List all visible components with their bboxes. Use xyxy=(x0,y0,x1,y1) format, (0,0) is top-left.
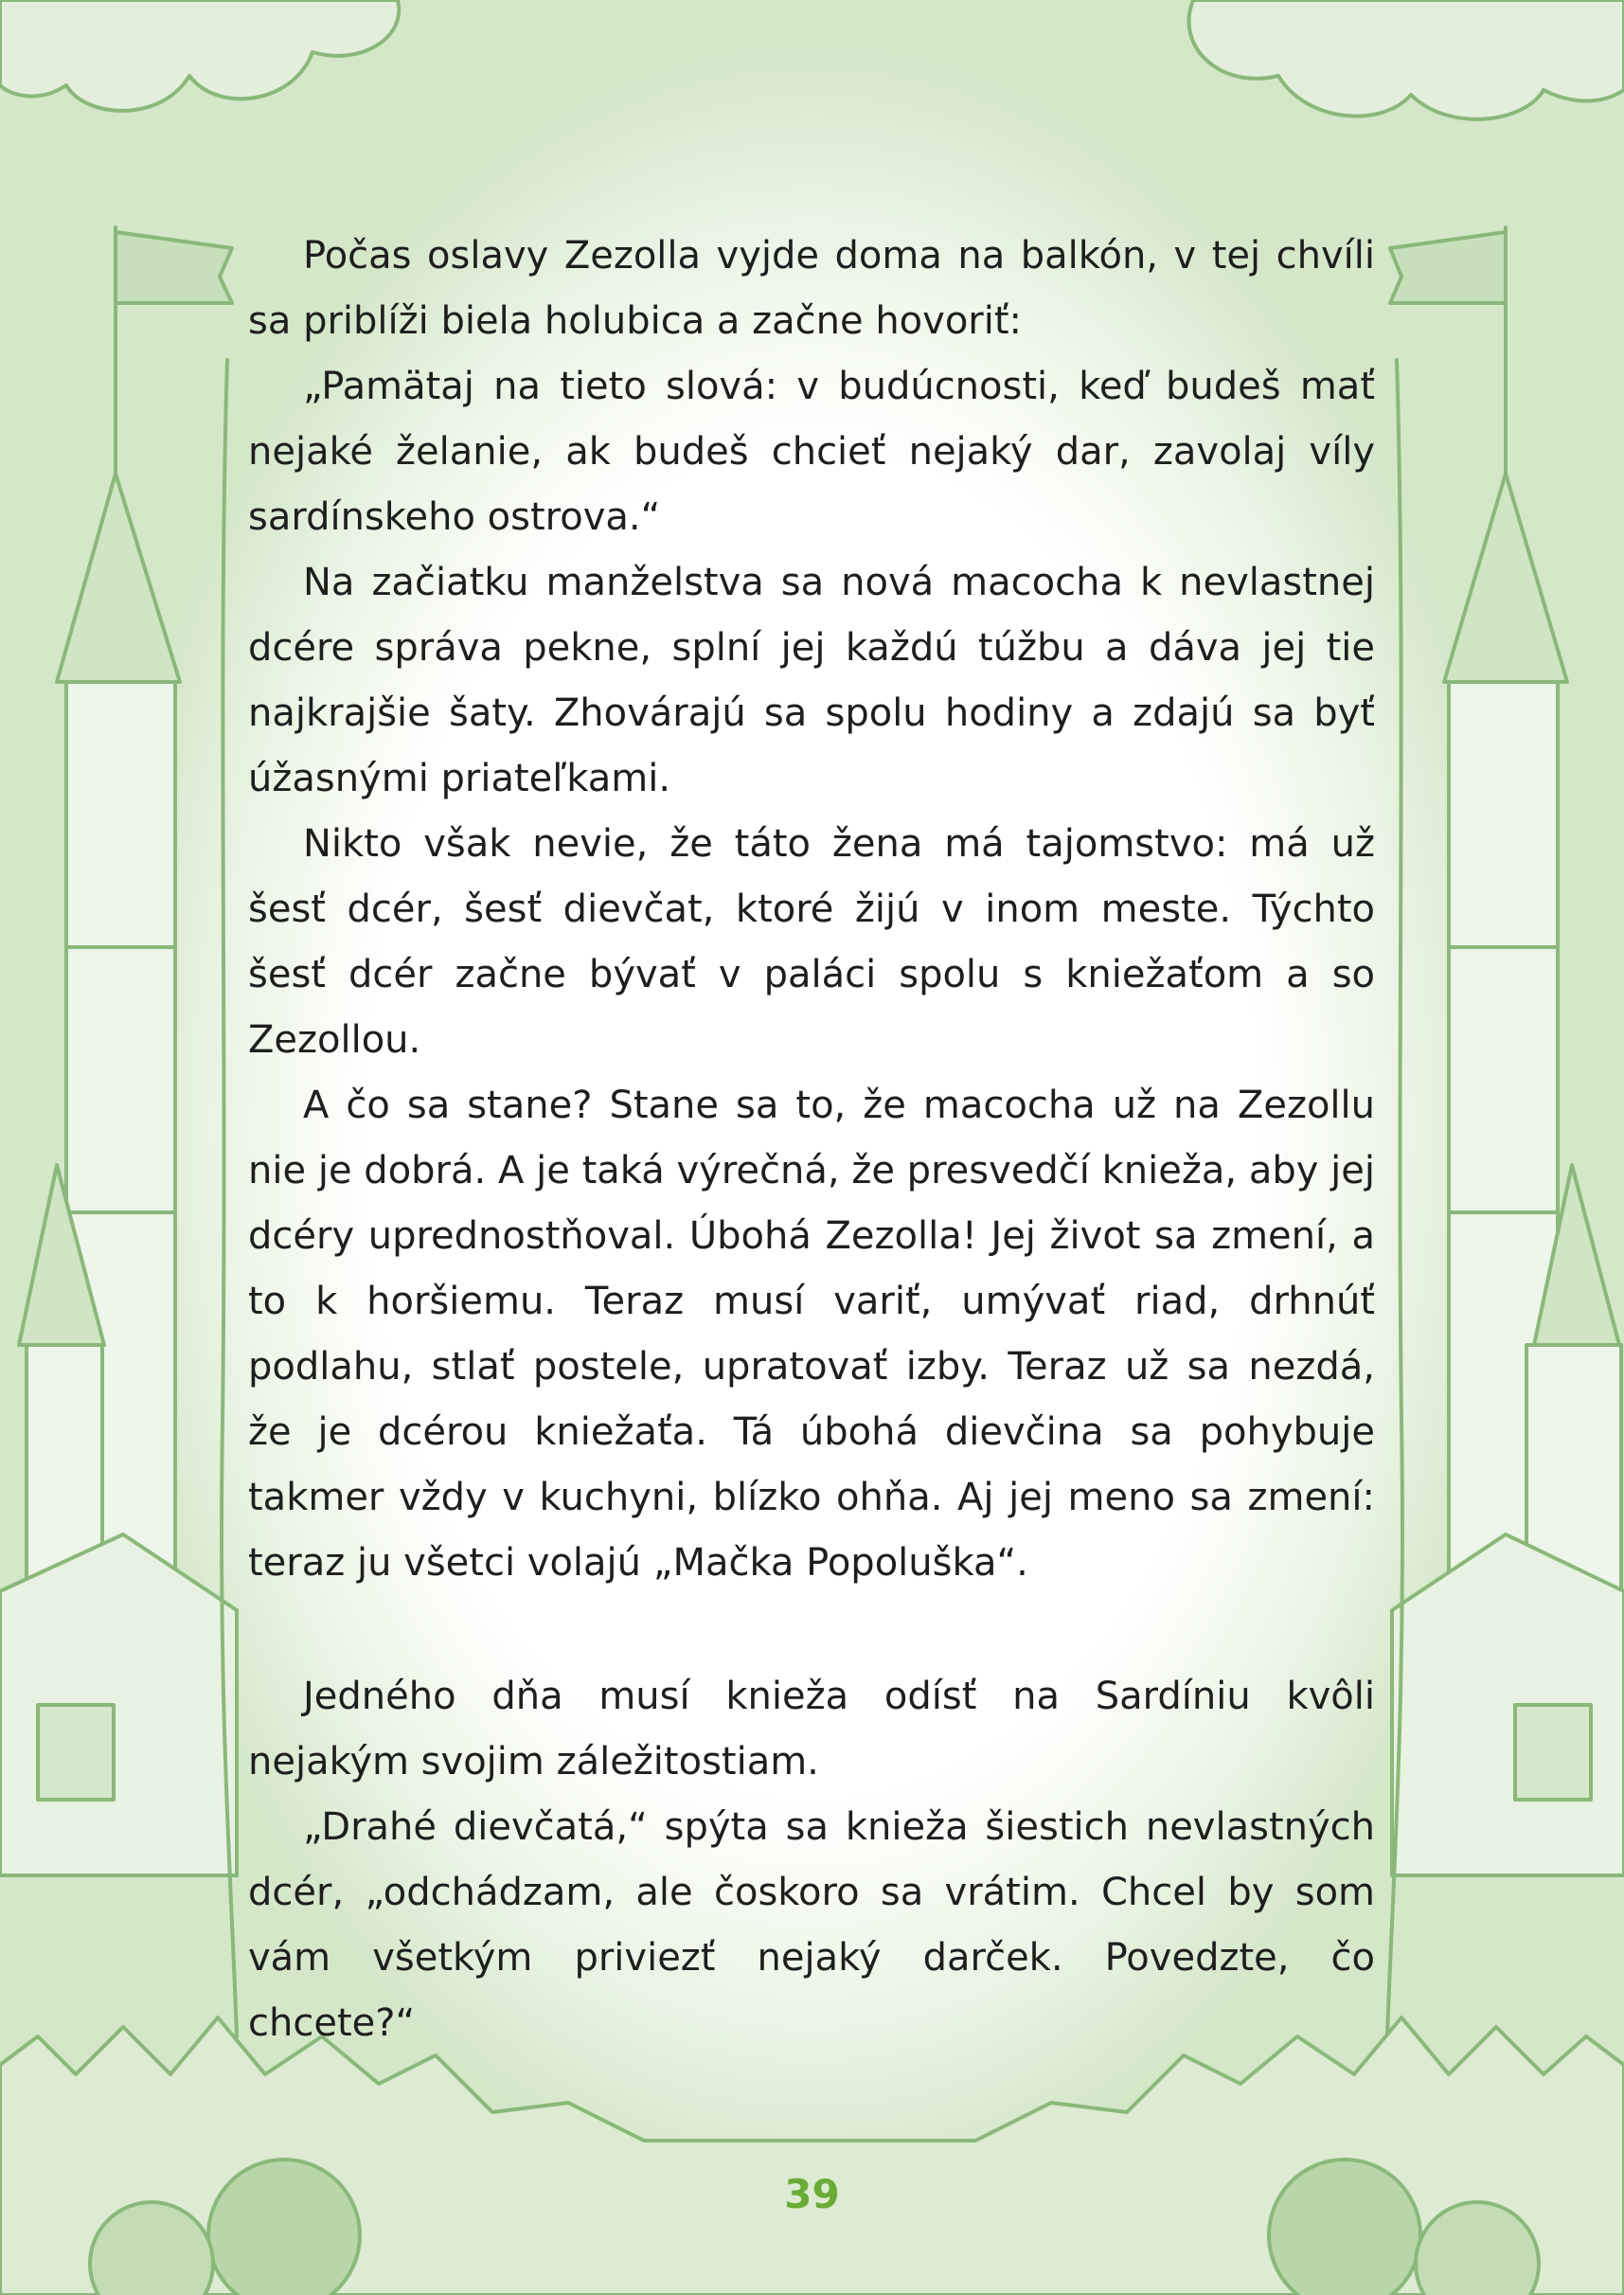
cloud-top-left xyxy=(0,0,399,111)
tower-left-spire xyxy=(57,474,180,682)
flag-right xyxy=(1390,232,1506,303)
paragraph: A čo sa stane? Stane sa to, že macocha už na Zezollu nie je dobrá. A je taká výrečná, že presvedčí knieža, aby jej dcéry uprednostňoval. Úbohá Zezolla! Jej život sa zmení, a to k horšiemu. Teraz musí variť, umývať riad, drhnúť podlahu, stlať postele, upratovať izby. Teraz už sa nezdá, že je dcérou kniežaťa. Tá úbohá dievčina sa pohybuje takmer vždy v kuchyni, blízko ohňa. Aj jej meno sa zmení: teraz ju všetci volajú „Mačka Popoluška“. xyxy=(248,1084,1375,1585)
paragraph: „Drahé dievčatá,“ spýta sa knieža šiestich nevlastných dcér, „odchádzam, ale čoskoro sa vrátim. Chcel by som vám všetkým priviezť nejaký darček. Povedzte, čo chcete?“ xyxy=(248,1805,1375,2045)
cloud-top-right xyxy=(1189,0,1624,119)
story-text xyxy=(248,224,1375,2056)
paragraph: Nikto však nevie, že táto žena má tajomstvo: má už šesť dcér, šesť dievčat, ktoré žijú v inom meste. Týchto šesť dcér začne bývať v paláci spolu s kniežaťom a so Zezollou. xyxy=(248,822,1375,1062)
house-left xyxy=(0,1534,237,1875)
tower-right-spire xyxy=(1444,474,1567,682)
paragraph: Na začiatku manželstva sa nová macocha k nevlastnej dcére správa pekne, splní jej každú túžbu a dáva jej tie najkrajšie šaty. Zhovárajú sa spolu hodiny a zdajú sa byť úžasnými priateľkami. xyxy=(248,561,1375,800)
flag-left xyxy=(116,232,232,303)
paragraph: Počas oslavy Zezolla vyjde doma na balkón, v tej chvíli sa priblíži biela holubica a začne hovoriť: xyxy=(248,234,1375,343)
paragraph: „Pamätaj na tieto slová: v budúcnosti, keď budeš mať nejaké želanie, ak budeš chcieť nejaký dar, zavolaj víly sardínskeho ostrova.“ xyxy=(248,365,1375,539)
paragraph: Jedného dňa musí knieža odísť na Sardíniu kvôli nejakým svojim záležitostiam. xyxy=(248,1675,1375,1784)
page-number: 39 xyxy=(784,2171,840,2217)
